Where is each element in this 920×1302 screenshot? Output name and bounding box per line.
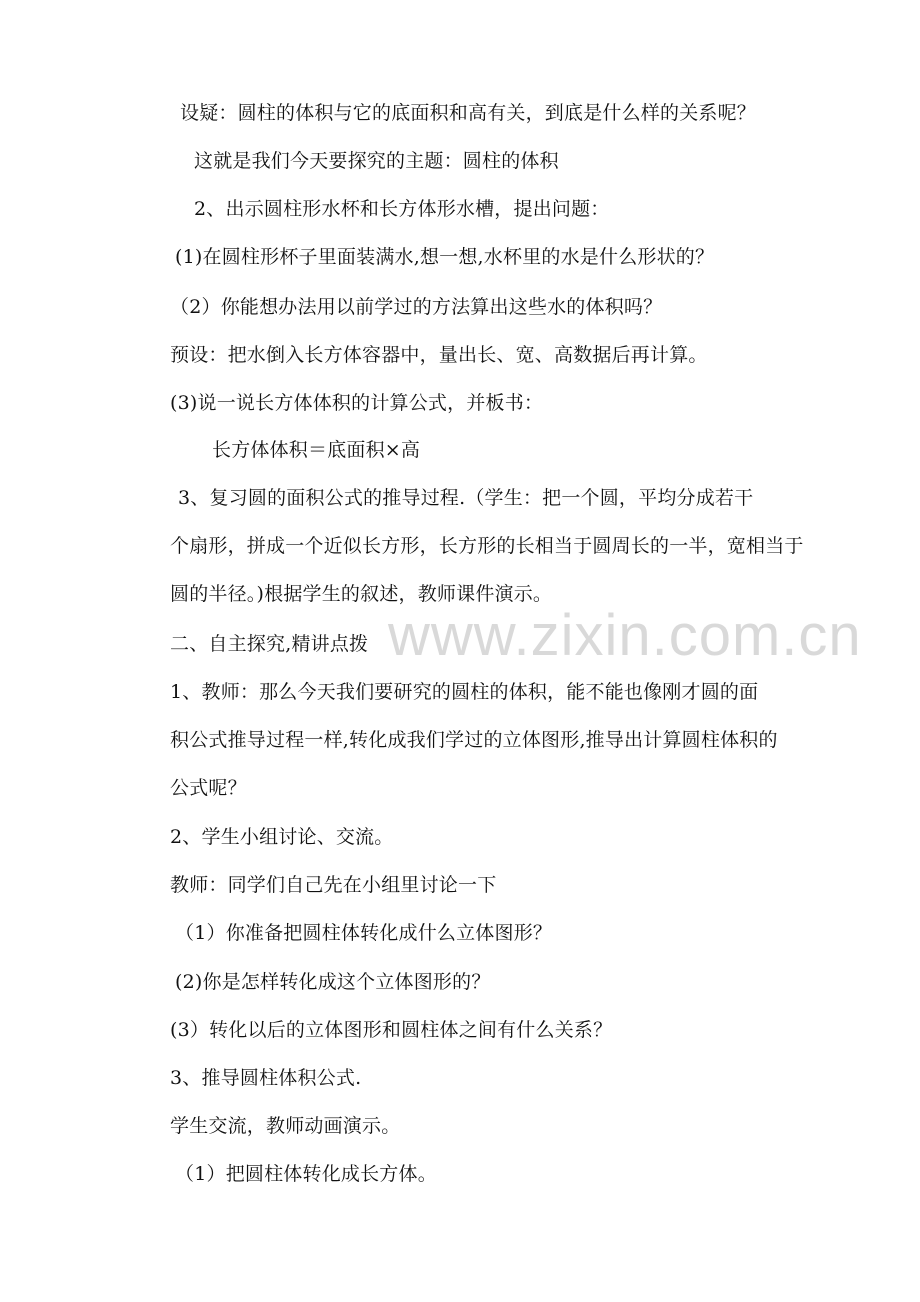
text-line-teacher-1-cont-2: 公式呢？ xyxy=(170,777,247,799)
text-line-step-3-cont-1: 个扇形，拼成一个近似长方形，长方形的长相当于圆周长的一半，宽相当于 xyxy=(170,535,804,557)
text-line-step-2: 2、出示圆柱形水杯和长方体形水槽，提出问题： xyxy=(194,198,610,220)
text-line-discuss-q1: （1）你准备把圆柱体转化成什么立体图形？ xyxy=(175,922,553,944)
text-line-discuss: 2、学生小组讨论、交流。 xyxy=(170,826,394,848)
text-line-discuss-q3: (3）转化以后的立体图形和圆柱体之间有什么关系？ xyxy=(170,1019,613,1041)
text-line-step-3b: 3、推导圆柱体积公式. xyxy=(170,1067,362,1089)
text-line-teacher-1-cont-1: 积公式推导过程一样,转化成我们学过的立体图形,推导出计算圆柱体积的 xyxy=(170,729,778,751)
text-line-step-3-cont-2: 圆的半径。)根据学生的叙述，教师课件演示。 xyxy=(170,583,553,605)
text-line-teacher-2: 教师：同学们自己先在小组里讨论一下 xyxy=(170,874,497,896)
text-line-question-2: （2）你能想办法用以前学过的方法算出这些水的体积吗？ xyxy=(170,296,663,318)
text-line-topic: 这就是我们今天要探究的主题：圆柱的体积 xyxy=(194,150,559,172)
text-line-formula: 长方体体积＝底面积×高 xyxy=(212,439,421,461)
text-line-step-3: 3、复习圆的面积公式的推导过程.（学生：把一个圆，平均分成若干 xyxy=(178,487,754,509)
text-line-question-3: (3)说一说长方体体积的计算公式，并板书： xyxy=(170,392,544,414)
watermark: www.zixin.com.cn xyxy=(388,603,862,668)
text-line-preset: 预设：把水倒入长方体容器中，量出长、宽、高数据后再计算。 xyxy=(170,344,708,366)
text-line-teacher-1: 1、教师：那么今天我们要研究的圆柱的体积，能不能也像刚才圆的面 xyxy=(170,681,759,703)
text-line-exchange: 学生交流，教师动画演示。 xyxy=(170,1115,401,1137)
text-line-question-1: (1)在圆柱形杯子里面装满水,想一想,水杯里的水是什么形状的？ xyxy=(175,246,715,268)
text-line-query: 设疑：圆柱的体积与它的底面积和高有关，到底是什么样的关系呢？ xyxy=(180,102,757,124)
text-line-discuss-q2: (2)你是怎样转化成这个立体图形的？ xyxy=(175,971,491,993)
text-line-convert: （1）把圆柱体转化成长方体。 xyxy=(175,1163,437,1185)
section-heading: 二、自主探究,精讲点拨 xyxy=(170,633,369,655)
